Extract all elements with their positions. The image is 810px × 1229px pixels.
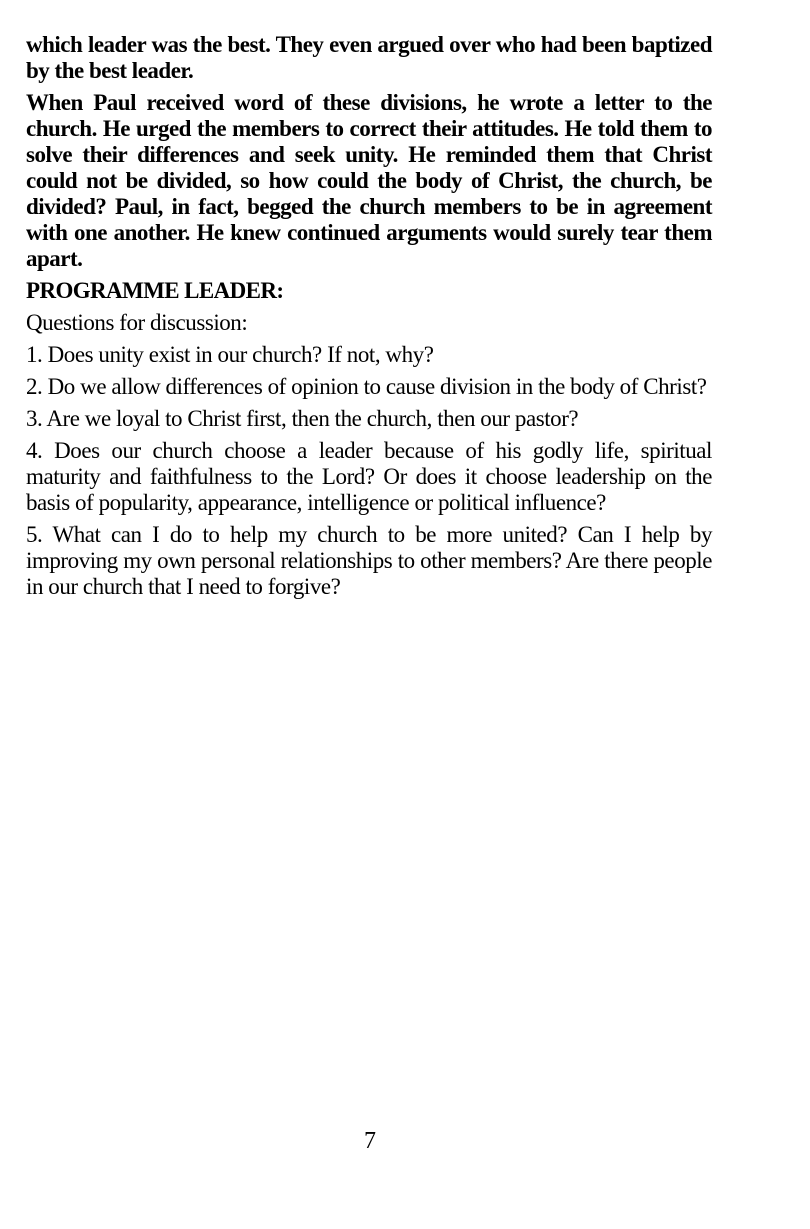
section-heading: PROGRAMME LEADER: <box>26 278 284 303</box>
page-number: 7 <box>364 1128 376 1154</box>
paragraph-paul-letter: When Paul received word of these divisions, he wrote a letter to the church. He urged the members to correct their attitudes. He told them to solve their differences and seek unity. He reminded them that Christ could not be divided, so how could the body of Christ, the church, be divided? Paul, in fact, begged the church members to be in agreement with one another. He knew continued arguments would surely tear them apart. <box>26 90 712 271</box>
question-2: 2. Do we allow differences of opinion to cause division in the body of Christ? <box>26 374 707 399</box>
question-5: 5. What can I do to help my church to be more united? Can I help by improving my own personal relationships to other members? Are there people in our church that I need to forgive? <box>26 522 712 599</box>
discussion-intro: Questions for discussion: <box>26 310 248 335</box>
document-page <box>26 32 712 606</box>
paragraph-intro: which leader was the best. They even argued over who had been baptized by the best leader. <box>26 32 712 83</box>
question-3: 3. Are we loyal to Christ first, then the church, then our pastor? <box>26 406 579 431</box>
question-1: 1. Does unity exist in our church? If not, why? <box>26 342 434 367</box>
question-4: 4. Does our church choose a leader because of his godly life, spiritual maturity and faithfulness to the Lord? Or does it choose leadership on the basis of popularity, appearance, intelligence or political influence? <box>26 438 712 515</box>
